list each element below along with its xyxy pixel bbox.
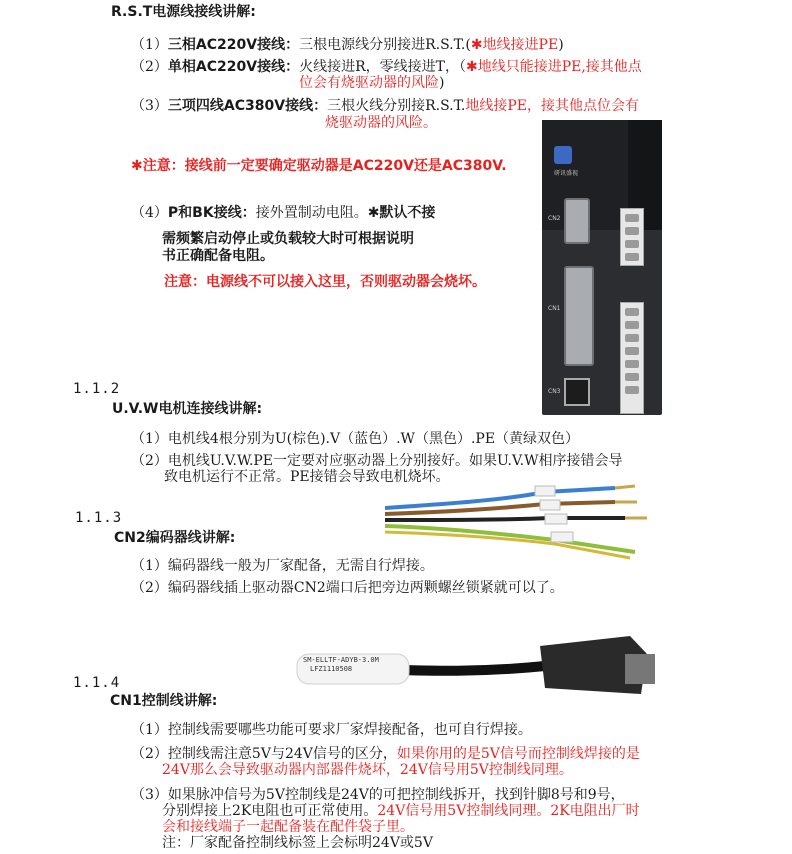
rst-item-1 [131, 37, 564, 54]
wire-label-sleeve [545, 514, 567, 524]
item-text: 三根电源线分别接进R.S.T.( [299, 37, 471, 53]
rst-item-2 [131, 59, 642, 76]
rst-item-3-cont: 烧驱动器的风险。 [325, 115, 437, 131]
item-red-text: 24V信号用5V控制线同理。2K电阻出厂时 [377, 803, 640, 819]
item-number: （2） [131, 746, 168, 762]
section-number-cn2: 1.1.3 [75, 510, 123, 526]
item-text: 接外置制动电阻。 [255, 205, 368, 221]
rst-item-2-cont [299, 75, 444, 92]
item-number: （2） [131, 453, 168, 469]
port-label-cn1: CN1 [548, 305, 561, 312]
cable-label-text-2: LFZ1110508 [310, 665, 353, 673]
cn1-item-3-note: 注：厂家配备控制线标签上会标明24V或5V [162, 835, 433, 851]
section-title-cn1: CN1控制线讲解: [110, 693, 218, 709]
cn1-item-3-line2 [162, 803, 640, 820]
item-heading: 单相AC220V接线： [167, 59, 300, 75]
wire-label-sleeve [540, 500, 560, 510]
item-heading: P和BK接线： [167, 205, 256, 221]
item-tail: ) [439, 75, 445, 91]
rst-voltage-note: ✱注意：接线前一定要确定驱动器是AC220V还是AC380V. [131, 158, 507, 174]
wire-label-sleeve [551, 532, 573, 542]
cn2-connector [564, 198, 590, 244]
item-text: 火线接进R，零线接进T，（ [299, 59, 466, 75]
item-text: 三根火线分别接R.S.T. [327, 98, 466, 114]
item-number: （4） [131, 205, 168, 221]
motor-wires-image [385, 478, 665, 560]
uvw-terminal-block [620, 208, 644, 266]
uvw-item-2 [131, 453, 623, 470]
item-number: （2） [131, 59, 168, 75]
item-text: 编码器线一般为厂家配备，无需自行焊接。 [167, 558, 434, 574]
rst-item-4 [131, 205, 435, 222]
item-text: 电机线4根分别为U(棕色).V（蓝色）.W（黑色）.PE（黄绿双色） [167, 431, 580, 447]
wire-blue [385, 488, 615, 508]
uvw-item-1 [131, 431, 579, 448]
rst-item-4-line2: 需频繁启动停止或负载较大时可根据说明 [162, 231, 414, 247]
item-text: 分别焊接上2K电阻也可正常使用。 [162, 803, 378, 819]
power-terminal-block [620, 302, 644, 414]
item-tail: ) [558, 37, 564, 53]
rst-item-3 [131, 98, 639, 115]
section-title-rst: R.S.T电源线接线讲解: [111, 4, 256, 20]
wire-label-sleeve [535, 486, 555, 496]
section-number-cn1: 1.1.4 [73, 675, 121, 691]
item-text: 控制线需要哪些功能可要求厂家焊接配备，也可自行焊接。 [167, 722, 532, 738]
rst-power-warning: 注意：电源线不可以接入这里，否则驱动器会烧坏。 [164, 274, 486, 290]
cn2-item-1 [131, 558, 434, 575]
cable-label-text-1: SM-ELLTF-ADYB-3.0M [303, 656, 379, 664]
cn1-item-2 [131, 746, 640, 763]
cn1-item-2-cont: 24V那么会导致驱动器内部器件烧坏，24V信号用5V控制线同理。 [162, 762, 573, 778]
uvw-item-2-cont: 致电机运行不正常。PE接错会导致电机烧坏。 [164, 469, 450, 485]
item-red-text: ✱地线接进PE [470, 37, 559, 53]
item-heading: 三项四线AC380V接线： [167, 98, 328, 114]
item-text: 如果脉冲信号为5V控制线是24V的可把控制线拆开，找到针脚8号和9号， [167, 787, 625, 803]
cn1-connector [564, 266, 594, 366]
item-text: 编码器线插上驱动器CN2端口后把旁边两颗螺丝锁紧就可以了。 [167, 580, 564, 596]
brand-name: 研讯盛视 [554, 170, 579, 177]
wire-black [385, 518, 625, 520]
rst-item-4-line3: 书正确配备电阻。 [162, 248, 274, 264]
item-number: （1） [131, 37, 168, 53]
item-heading: 三相AC220V接线： [167, 37, 300, 53]
item-text: 电机线U.V.W.PE一定要对应驱动器上分别接好。如果U.V.W相序接错会导 [167, 453, 623, 469]
wire-pin [615, 486, 635, 488]
item-red-text: 如果你用的是5V信号而控制线焊接的是 [396, 746, 640, 762]
item-number: （2） [131, 580, 168, 596]
port-label-cn3: CN3 [548, 388, 561, 395]
cn3-connector [564, 378, 590, 406]
cn1-item-3-line3: 会和接线端子一起配备装在配件袋子里。 [162, 819, 414, 835]
item-number: （3） [131, 787, 168, 803]
cn1-item-1 [131, 722, 532, 739]
section-title-cn2: CN2编码器线讲解: [114, 530, 236, 546]
item-number: （1） [131, 431, 168, 447]
item-number: （3） [131, 98, 168, 114]
item-red-text: 位会有烧驱动器的风险 [299, 75, 439, 91]
item-number: （1） [131, 722, 168, 738]
db-connector-pins [625, 654, 655, 684]
item-red-text: ✱地线只能接进PE,接其他点 [465, 59, 642, 75]
cn1-item-3 [131, 787, 625, 804]
item-bold-text: ✱默认不接 [367, 205, 436, 221]
section-title-uvw: U.V.W电机连接线讲解: [112, 401, 263, 417]
servo-driver-image [542, 120, 662, 415]
cn2-item-2 [131, 580, 564, 597]
brand-logo-icon [554, 146, 572, 164]
item-number: （1） [131, 558, 168, 574]
section-number-uvw: 1.1.2 [73, 381, 121, 397]
item-red-text: 地线接PE，接其他点位会有 [465, 98, 639, 114]
port-label-cn2: CN2 [548, 215, 561, 222]
item-text: 控制线需注意5V与24V信号的区分， [167, 746, 397, 762]
